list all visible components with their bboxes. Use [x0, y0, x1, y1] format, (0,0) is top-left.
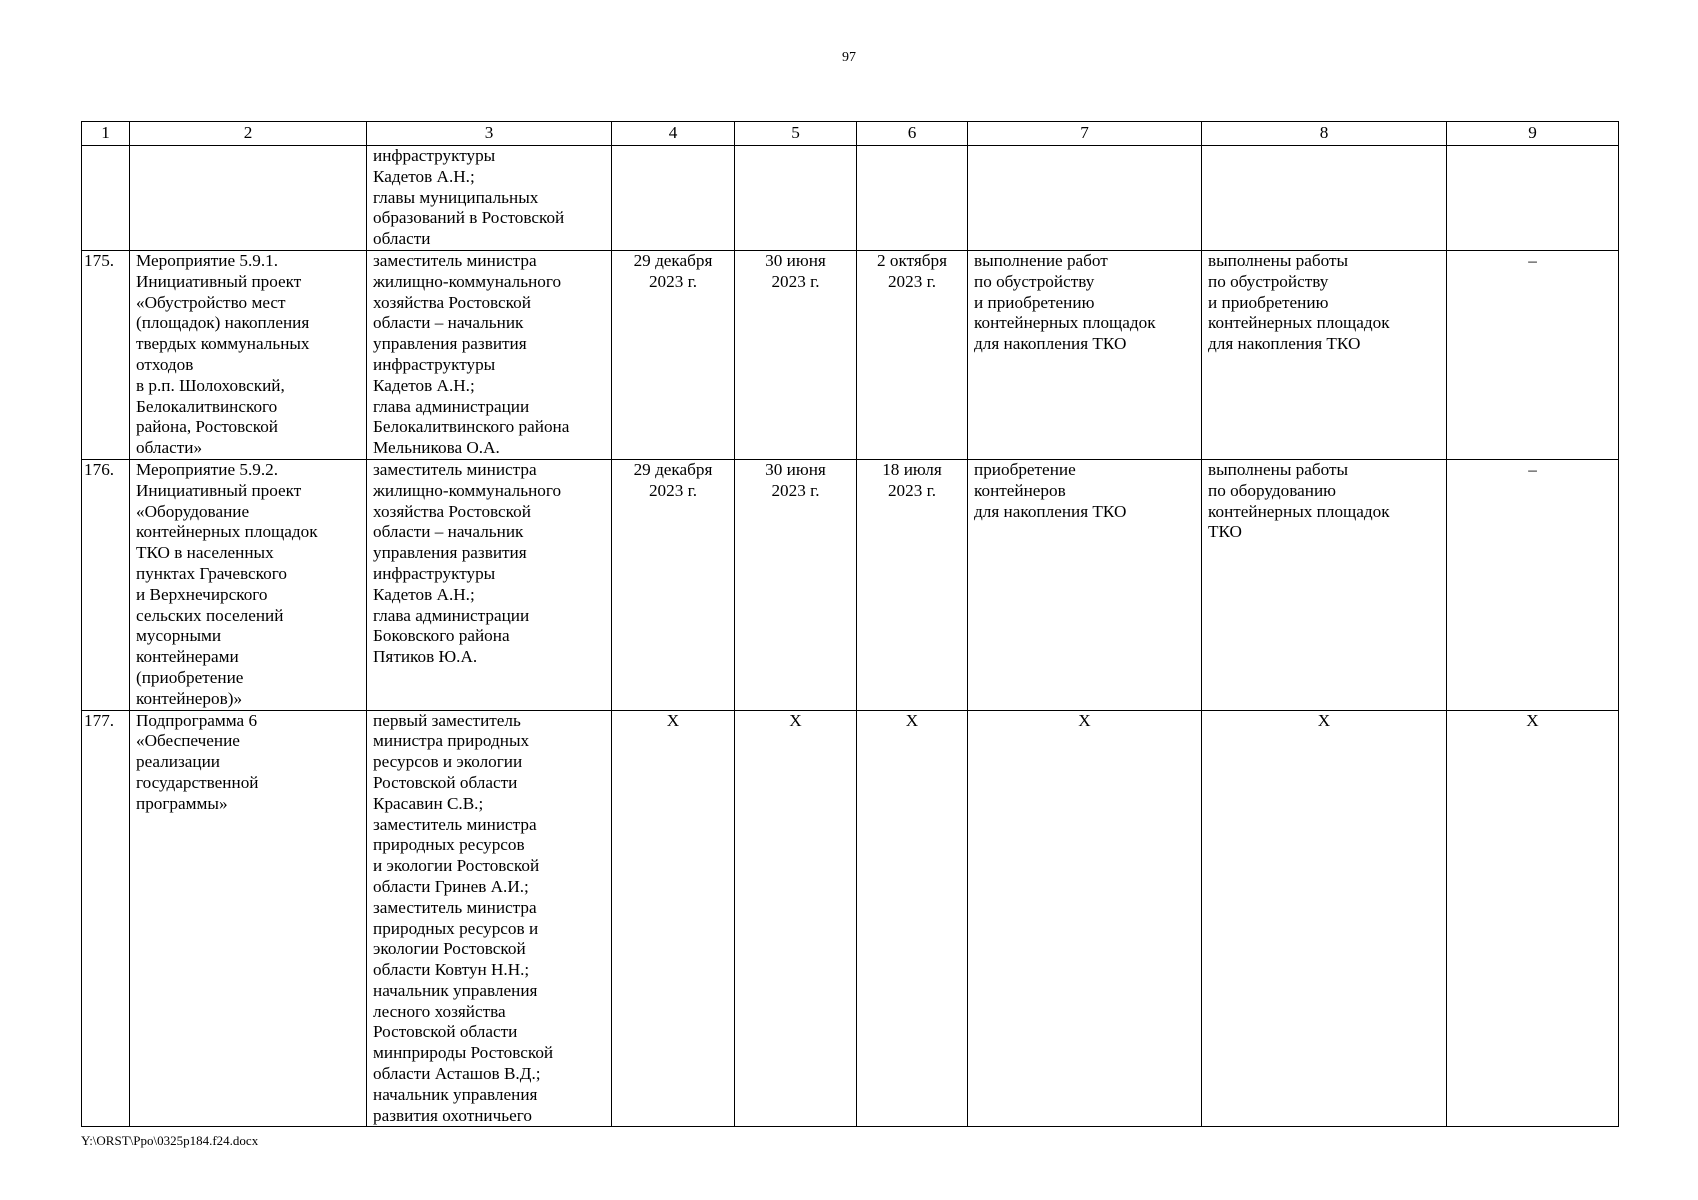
row-number-cell: 177.	[82, 710, 130, 1127]
column-header: 1	[82, 122, 130, 146]
responsible-cell: заместитель министра жилищно-коммунального хозяйства Ростовской области – начальник управления развития инфраструктуры Кадетов А.Н.; глава администрации Боковского района Пятиков Ю.А.	[367, 459, 612, 710]
responsible-cell: заместитель министра жилищно-коммунального хозяйства Ростовской области – начальник управления развития инфраструктуры Кадетов А.Н.; глава администрации Белокалитвинского района Мельникова О.А.	[367, 251, 612, 460]
column-header: 9	[1447, 122, 1619, 146]
activity-name-cell: Мероприятие 5.9.1. Инициативный проект «Обустройство мест (площадок) накопления твердых коммунальных отходов в р.п. Шолоховский, Белокалитвинского района, Ростовской области»	[130, 251, 367, 460]
plan-end-date-cell: 30 июня 2023 г.	[735, 251, 857, 460]
problems-cell: Х	[1447, 710, 1619, 1127]
actual-date-cell: 18 июля 2023 г.	[857, 459, 968, 710]
problems-cell: –	[1447, 251, 1619, 460]
report-table	[81, 121, 1619, 1127]
actual-result-cell: Х	[1202, 710, 1447, 1127]
table-row-continuation	[82, 146, 1619, 251]
plan-end-date-cell	[735, 146, 857, 251]
responsible-cell: инфраструктуры Кадетов А.Н.; главы муниципальных образований в Ростовской области	[367, 146, 612, 251]
plan-start-date-cell: 29 декабря 2023 г.	[612, 459, 735, 710]
column-header: 6	[857, 122, 968, 146]
plan-start-date-cell	[612, 146, 735, 251]
responsible-cell: первый заместитель министра природных ресурсов и экологии Ростовской области Красавин С.В.; заместитель министра природных ресурсов и экологии Ростовской области Гринев А.И.; заместитель министра природных ресурсов и экологии Ростовской области Ковтун Н.Н.; начальник управления лесного хозяйства Ростовской области минприроды Ростовской области Асташов В.Д.; начальник управления развития охотничьего	[367, 710, 612, 1127]
row-number-cell: 175.	[82, 251, 130, 460]
footer-file-path: Y:\ORST\Ppo\0325p184.f24.docx	[81, 1133, 259, 1148]
column-header: 8	[1202, 122, 1447, 146]
table-row-176	[82, 459, 1619, 710]
plan-end-date-cell: 30 июня 2023 г.	[735, 459, 857, 710]
actual-result-cell: выполнены работы по обустройству и приобретению контейнерных площадок для накопления ТКО	[1202, 251, 1447, 460]
expected-result-cell: Х	[968, 710, 1202, 1127]
expected-result-cell: приобретение контейнеров для накопления ТКО	[968, 459, 1202, 710]
column-header: 7	[968, 122, 1202, 146]
column-number-header-row	[82, 122, 1619, 146]
column-header: 3	[367, 122, 612, 146]
actual-result-cell: выполнены работы по оборудованию контейнерных площадок ТКО	[1202, 459, 1447, 710]
page-number: 97	[842, 50, 856, 65]
actual-date-cell: Х	[857, 710, 968, 1127]
row-number-cell: 176.	[82, 459, 130, 710]
column-header: 5	[735, 122, 857, 146]
expected-result-cell	[968, 146, 1202, 251]
table-row-175	[82, 251, 1619, 460]
column-header: 4	[612, 122, 735, 146]
plan-end-date-cell: Х	[735, 710, 857, 1127]
plan-start-date-cell: Х	[612, 710, 735, 1127]
column-header: 2	[130, 122, 367, 146]
actual-result-cell	[1202, 146, 1447, 251]
activity-name-cell: Мероприятие 5.9.2. Инициативный проект «Оборудование контейнерных площадок ТКО в населенных пунктах Грачевского и Верхнечирского сельских поселений мусорными контейнерами (приобретение контейнеров)»	[130, 459, 367, 710]
actual-date-cell	[857, 146, 968, 251]
expected-result-cell: выполнение работ по обустройству и приобретению контейнерных площадок для накопления ТКО	[968, 251, 1202, 460]
problems-cell	[1447, 146, 1619, 251]
activity-name-cell: Подпрограмма 6 «Обеспечение реализации государственной программы»	[130, 710, 367, 1127]
plan-start-date-cell: 29 декабря 2023 г.	[612, 251, 735, 460]
row-number-cell	[82, 146, 130, 251]
activity-name-cell	[130, 146, 367, 251]
actual-date-cell: 2 октября 2023 г.	[857, 251, 968, 460]
table-row-177	[82, 710, 1619, 1127]
problems-cell: –	[1447, 459, 1619, 710]
